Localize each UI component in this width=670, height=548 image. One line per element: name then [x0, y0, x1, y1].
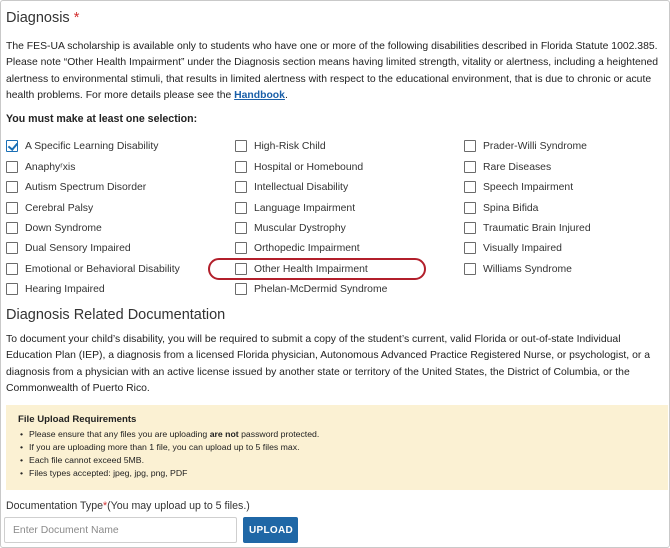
- checkbox-muscular-dystrophy[interactable]: [235, 220, 346, 236]
- list-item-text: password protected.: [238, 429, 320, 439]
- checkbox-rare-diseases[interactable]: [464, 159, 551, 175]
- documentation-type-text: Documentation Type: [6, 500, 103, 512]
- upload-button[interactable]: UPLOAD: [243, 517, 298, 543]
- checkbox-icon[interactable]: [6, 242, 18, 254]
- checkbox-label: Orthopedic Impairment: [254, 242, 360, 254]
- checkbox-prader-willi-syndrome[interactable]: [464, 138, 587, 154]
- checkbox-icon[interactable]: [464, 263, 476, 275]
- file-upload-requirements-notice: [6, 405, 668, 490]
- checkbox-icon[interactable]: [6, 222, 18, 234]
- checkbox-label: Traumatic Brain Injured: [483, 222, 591, 234]
- checkbox-speech-impairment[interactable]: [464, 179, 573, 195]
- checkbox-label: Language Impairment: [254, 202, 356, 214]
- checkbox-cerebral-palsy[interactable]: [6, 200, 93, 216]
- documentation-description: To document your child’s disability, you will be required to submit a copy of the student’s current, valid Florida or out-of-state Individual Education Plan (IEP), a diagnosis from a licensed Florida physician, Autonomous Advanced Practice Registered Nurse, or psychologist, or a diagnosis from a physician with an active license issued by another state or territory of the United States, the District of Columbia, or the Commonwealth of Puerto Rico.: [6, 334, 650, 395]
- selection-requirement: You must make at least one selection:: [6, 113, 198, 125]
- checkbox-icon[interactable]: [464, 181, 476, 193]
- checkbox-icon[interactable]: [6, 283, 18, 295]
- checkbox-label: Prader-Willi Syndrome: [483, 140, 587, 152]
- checkbox-icon[interactable]: [6, 181, 18, 193]
- handbook-link[interactable]: Handbook: [234, 90, 285, 102]
- checkbox-icon[interactable]: [6, 263, 18, 275]
- checkbox-visually-impaired[interactable]: [464, 240, 562, 256]
- list-item: • If you are uploading more than 1 file, you can upload up to 5 files max.: [20, 441, 319, 454]
- checkbox-label: Cerebral Palsy: [25, 202, 94, 214]
- document-name-input[interactable]: [4, 517, 237, 543]
- checkbox-label: Emotional or Behavioral Disability: [25, 263, 180, 275]
- checkbox-icon[interactable]: [6, 202, 18, 214]
- checkbox-icon[interactable]: [235, 202, 247, 214]
- checkbox-label: A Specific Learning Disability: [25, 140, 159, 152]
- diagnosis-title: Diagnosis: [6, 10, 70, 26]
- checkbox-spina-bifida[interactable]: [464, 200, 538, 216]
- checkbox-icon[interactable]: [235, 242, 247, 254]
- checkbox-language-impairment[interactable]: [235, 200, 355, 216]
- checkbox-label: Phelan-McDermid Syndrome: [254, 283, 388, 295]
- checkbox-label: Hospital or Homebound: [254, 161, 364, 173]
- checkbox-label: Visually Impaired: [483, 242, 562, 254]
- checkbox-icon[interactable]: [464, 202, 476, 214]
- checkbox-traumatic-brain-injured[interactable]: [464, 220, 591, 236]
- checkbox-icon[interactable]: [235, 283, 247, 295]
- checkbox-icon[interactable]: [464, 161, 476, 173]
- checkbox-icon[interactable]: [235, 181, 247, 193]
- checkbox-anaphylaxis[interactable]: [6, 159, 75, 175]
- checkbox-label: Spina Bifida: [483, 202, 539, 214]
- checkbox-williams-syndrome[interactable]: [464, 261, 572, 277]
- checkbox-high-risk-child[interactable]: [235, 138, 326, 154]
- required-asterisk: *: [102, 500, 108, 512]
- list-item: [20, 428, 319, 441]
- checkbox-icon[interactable]: [235, 140, 247, 152]
- checkbox-label: Hearing Impaired: [25, 283, 105, 295]
- paragraph-period: .: [284, 90, 288, 102]
- checkbox-hospital-homebound[interactable]: [235, 159, 363, 175]
- upload-requirements-title: File Upload Requirements: [18, 414, 137, 425]
- checkbox-label: Rare Diseases: [483, 161, 552, 173]
- list-item: • Files types accepted: jpeg, jpg, png, PDF: [20, 467, 319, 480]
- diagnosis-paragraph-text: The FES-UA scholarship is available only to students who have one or more of the following disabilities described in Florida Statute 1002.385. Please note “Other Health Impairment” under the Diagnosis section means having limited strength, vitality or alertness, including a heightened alertness to environmental stimuli, that results in limited alertness with respect to the educational environment, that is due to chronic or acute health problems. For more details please see the: [6, 41, 659, 102]
- required-asterisk: *: [73, 10, 80, 26]
- checkbox-down-syndrome[interactable]: [6, 220, 102, 236]
- documentation-type-label: [6, 500, 250, 512]
- annotation-highlight-oval: [208, 258, 426, 280]
- checkbox-label: Muscular Dystrophy: [254, 222, 346, 234]
- checkbox-label: Speech Impairment: [483, 181, 574, 193]
- checkbox-orthopedic-impairment[interactable]: [235, 240, 360, 256]
- checkbox-label: Autism Spectrum Disorder: [25, 181, 147, 193]
- checkbox-intellectual-disability[interactable]: [235, 179, 348, 195]
- checkbox-label: Williams Syndrome: [483, 263, 572, 275]
- checkbox-label: Anaphyʳxis: [25, 161, 76, 173]
- documentation-heading: Diagnosis Related Documentation: [6, 307, 226, 323]
- checkbox-icon[interactable]: [464, 140, 476, 152]
- checkbox-icon[interactable]: [235, 161, 247, 173]
- list-item: • Each file cannot exceed 5MB.: [20, 454, 319, 467]
- checkbox-hearing-impaired[interactable]: [6, 281, 105, 297]
- checkbox-icon[interactable]: [6, 161, 18, 173]
- upload-requirements-list: [20, 428, 319, 480]
- checkbox-phelan-mcdermid-syndrome[interactable]: [235, 281, 387, 297]
- checkbox-specific-learning-disability[interactable]: [6, 138, 158, 154]
- checkbox-label: Other Health Impairment: [254, 263, 368, 275]
- checkbox-label: High-Risk Child: [254, 140, 326, 152]
- checkbox-label: Down Syndrome: [25, 222, 102, 234]
- checkbox-checked-icon[interactable]: [6, 140, 18, 152]
- checkbox-label: Intellectual Disability: [254, 181, 349, 193]
- checkbox-icon[interactable]: [464, 222, 476, 234]
- checkbox-icon[interactable]: [464, 242, 476, 254]
- list-item-text: Please ensure that any files you are uploading: [29, 429, 210, 439]
- checkbox-label: Dual Sensory Impaired: [25, 242, 131, 254]
- documentation-type-note: (You may upload up to 5 files.): [107, 500, 250, 512]
- checkbox-emotional-behavioral-disability[interactable]: [6, 261, 180, 277]
- list-item-emphasis: are not: [209, 429, 239, 439]
- diagnosis-description: [6, 39, 664, 105]
- checkbox-icon[interactable]: [235, 222, 247, 234]
- checkbox-dual-sensory-impaired[interactable]: [6, 240, 131, 256]
- checkbox-autism-spectrum-disorder[interactable]: [6, 179, 146, 195]
- diagnosis-heading: [6, 10, 79, 26]
